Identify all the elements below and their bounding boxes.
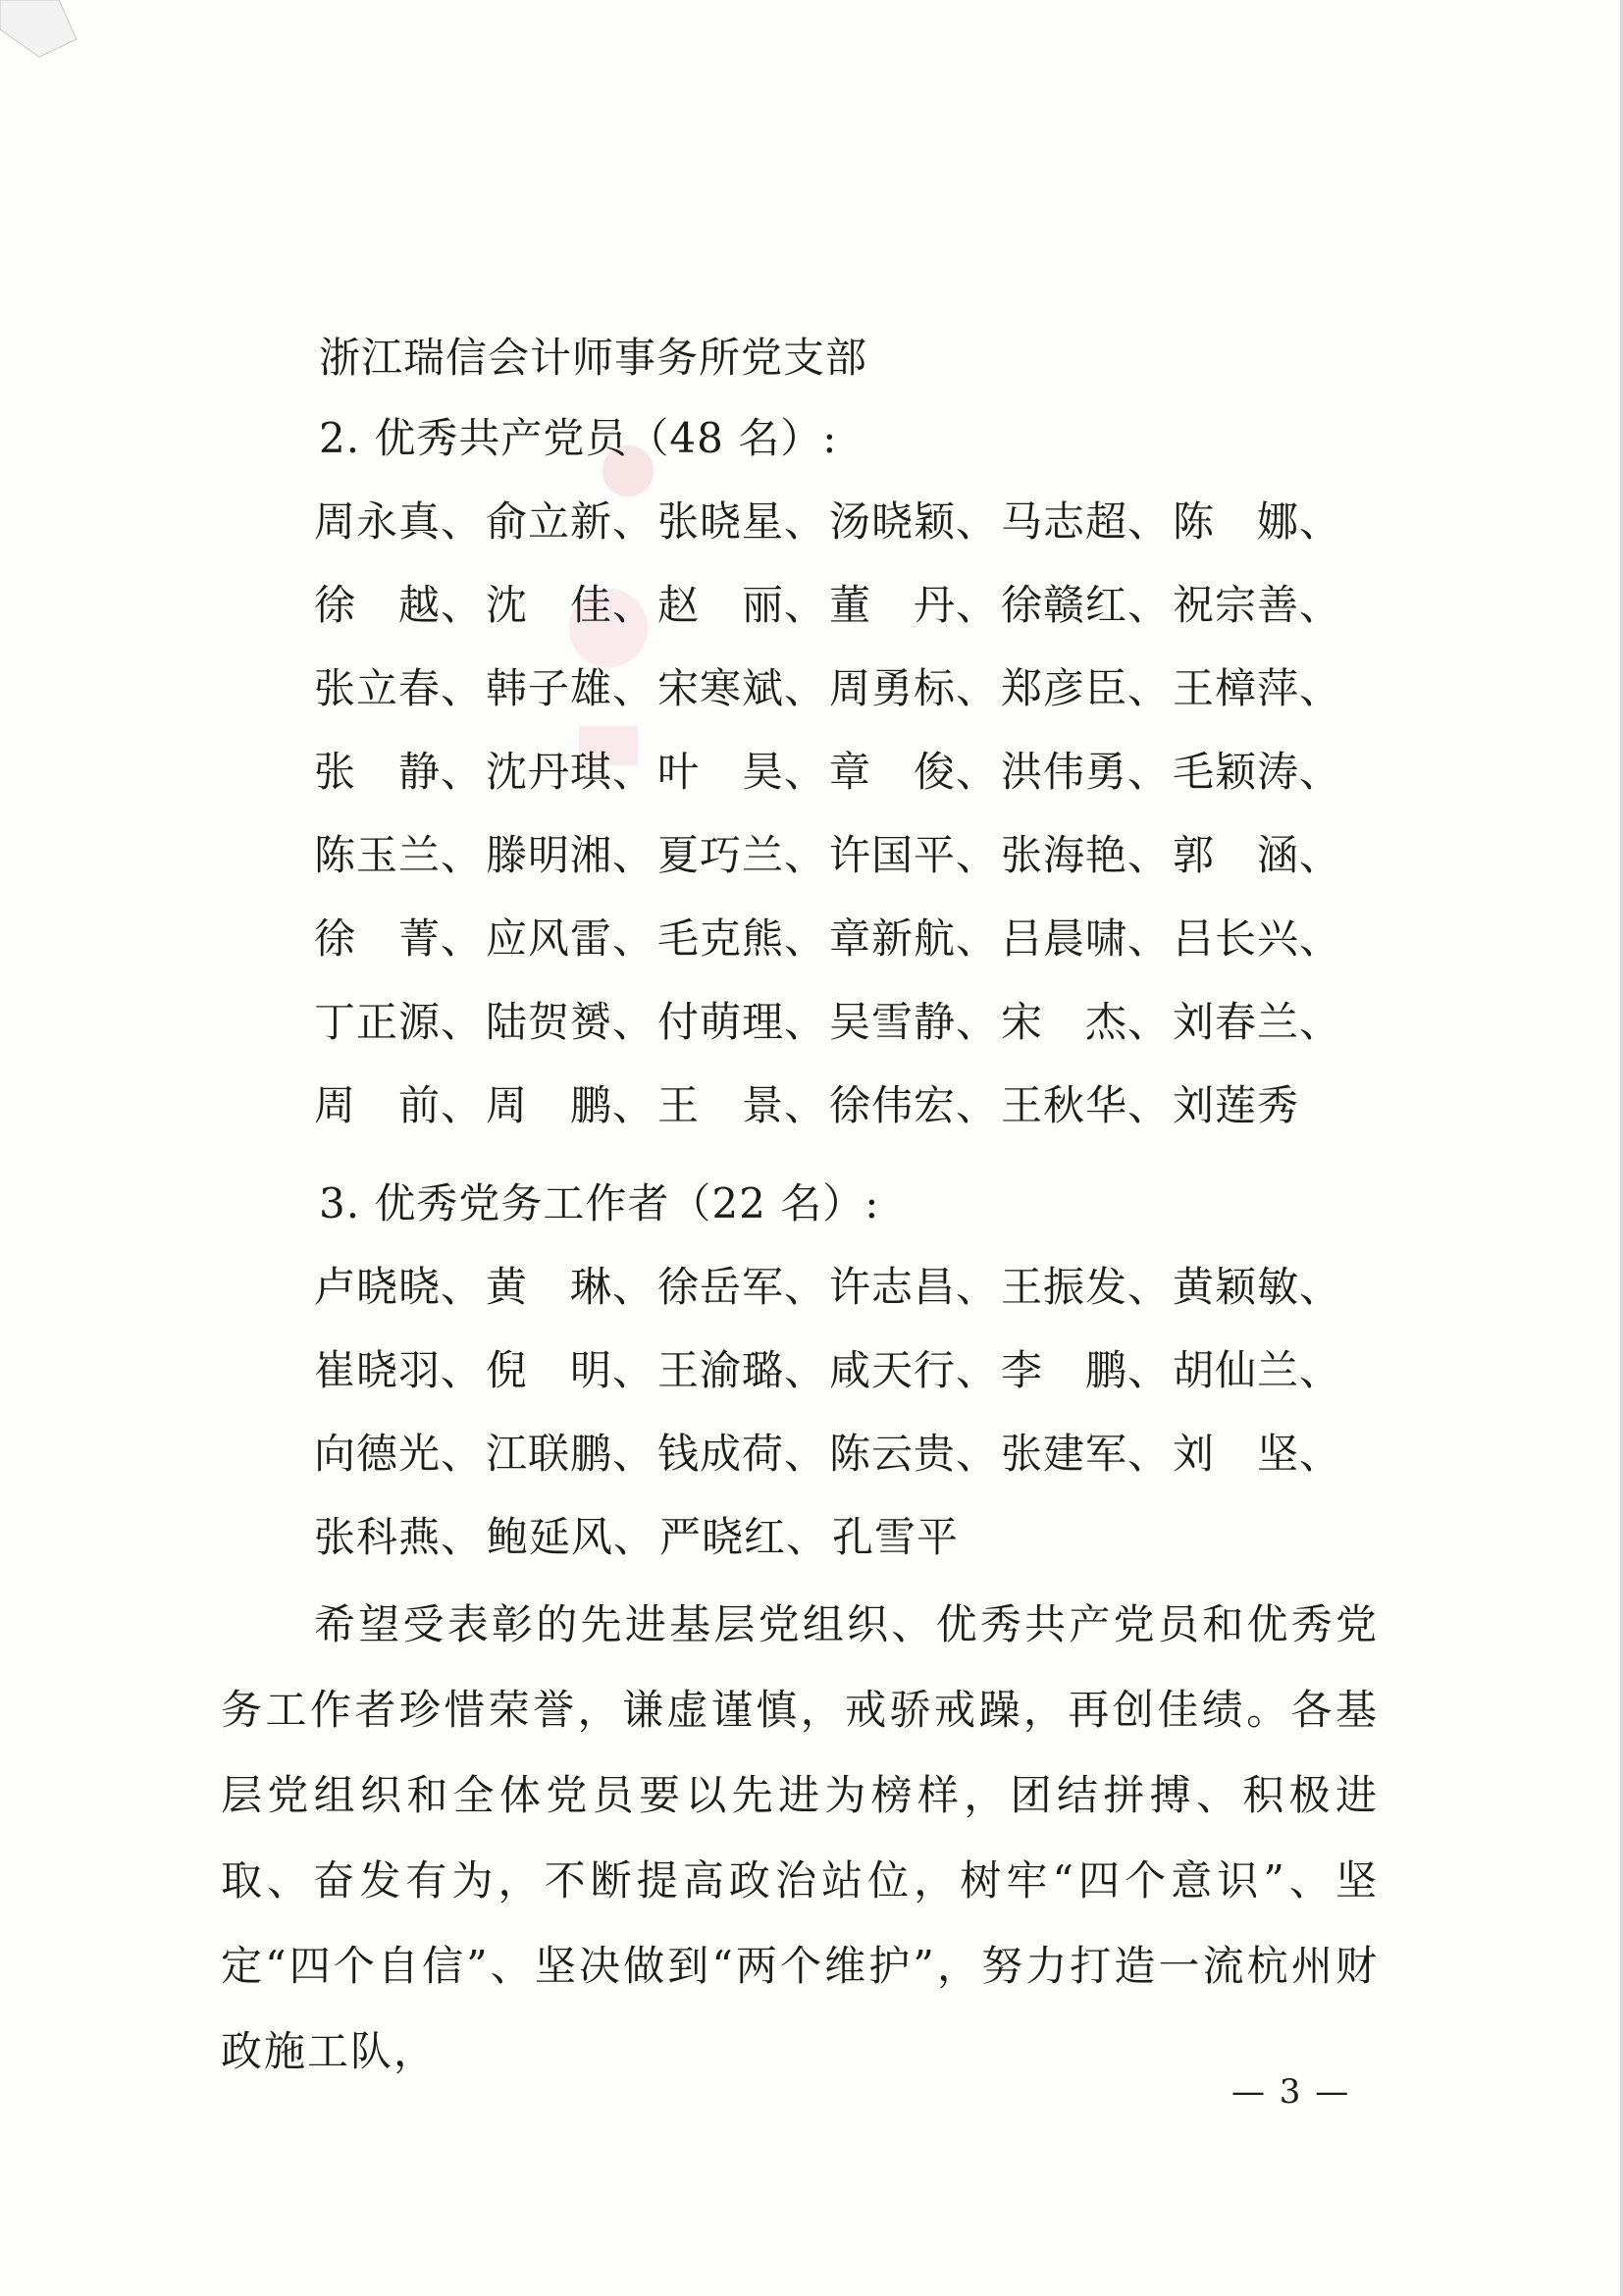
- honoree-name: 付萌理、: [657, 998, 827, 1046]
- honoree-name: 吕长兴、: [1173, 914, 1342, 963]
- page-number: — 3 —: [1231, 2072, 1351, 2112]
- honoree-name: 刘 坚、: [1173, 1430, 1342, 1478]
- honoree-name: 张立春、: [314, 664, 484, 712]
- section-2-names-row: [314, 497, 1344, 547]
- honoree-name: 孔雪平: [832, 1513, 960, 1561]
- honoree-name: 张科燕、: [314, 1513, 484, 1561]
- honoree-name: 向德光、: [314, 1430, 484, 1478]
- section-2-names-row: [314, 581, 1344, 630]
- section-3-names-row: [314, 1263, 1344, 1312]
- honoree-name: 陈 娜、: [1173, 497, 1342, 546]
- honoree-name: 滕明湘、: [486, 831, 655, 879]
- honoree-name: 马志超、: [1001, 497, 1171, 546]
- section-2-names-row: [314, 1081, 1344, 1130]
- honoree-name: 江联鹏、: [486, 1430, 655, 1478]
- honoree-name: 许国平、: [829, 831, 999, 879]
- honoree-name: 王振发、: [1001, 1263, 1171, 1311]
- honoree-name: 李 鹏、: [1001, 1346, 1171, 1394]
- honoree-name: 章新航、: [829, 914, 999, 963]
- honoree-name: 俞立新、: [486, 497, 655, 546]
- honoree-name: 王樟萍、: [1173, 664, 1342, 712]
- honoree-name: 王 景、: [657, 1081, 827, 1129]
- closing-paragraph: 希望受表彰的先进基层党组织、优秀共产党员和优秀党务工作者珍惜荣誉，谦虚谨慎，戒骄戒躁，再创佳绩。各基层党组织和全体党员要以先进为榜样，团结拼搏、积极进取、奋发有为，不断提高政治站位，树牢“四个意识”、坚定“四个自信”、坚决做到“两个维护”，努力打造一流杭州财政施工队，: [221, 1600, 1379, 2075]
- honoree-name: 咸天行、: [829, 1346, 999, 1394]
- section-2-names-row: [314, 664, 1344, 713]
- honoree-name: 沈丹琪、: [486, 748, 655, 796]
- honoree-name: 宋寒斌、: [657, 664, 827, 712]
- section-2-names-row: [314, 914, 1344, 964]
- honoree-name: 张海艳、: [1001, 831, 1171, 879]
- section-3-names-row: [314, 1513, 1344, 1562]
- honoree-name: 毛颖涛、: [1173, 748, 1342, 796]
- honoree-name: 张 静、: [314, 748, 484, 796]
- honoree-name: 黄 琳、: [486, 1263, 655, 1311]
- section-2-heading: 2. 优秀共产党员（48 名）:: [319, 414, 838, 462]
- honoree-name: 韩子雄、: [486, 664, 655, 712]
- honoree-name: 毛克熊、: [657, 914, 827, 963]
- honoree-name: 崔晓羽、: [314, 1346, 484, 1394]
- honoree-name: 周永真、: [314, 497, 484, 546]
- section-3-heading: 3. 优秀党务工作者（22 名）:: [319, 1179, 880, 1227]
- honoree-name: 胡仙兰、: [1173, 1346, 1342, 1394]
- section-2-names-row: [314, 998, 1344, 1047]
- honoree-name: 周 鹏、: [486, 1081, 655, 1129]
- organization-name: 浙江瑞信会计师事务所党支部: [319, 334, 868, 382]
- honoree-name: 汤晓颖、: [829, 497, 999, 546]
- section-2-names-row: [314, 748, 1344, 797]
- honoree-name: 董 丹、: [829, 581, 999, 629]
- honoree-name: 黄颖敏、: [1173, 1263, 1342, 1311]
- honoree-name: 陈玉兰、: [314, 831, 484, 879]
- honoree-name: 张建军、: [1001, 1430, 1171, 1478]
- honoree-name: 吴雪静、: [829, 998, 999, 1046]
- honoree-name: 卢晓晓、: [314, 1263, 484, 1311]
- honoree-name: 周勇标、: [829, 664, 999, 712]
- honoree-name: 倪 明、: [486, 1346, 655, 1394]
- honoree-name: 鲍延风、: [487, 1513, 656, 1561]
- honoree-name: 张晓星、: [657, 497, 827, 546]
- honoree-name: 应风雷、: [486, 914, 655, 963]
- honoree-name: 夏巧兰、: [657, 831, 827, 879]
- honoree-name: 陆贺赟、: [486, 998, 655, 1046]
- honoree-name: 周 前、: [314, 1081, 484, 1129]
- honoree-name: 郑彦臣、: [1001, 664, 1171, 712]
- honoree-name: 祝宗善、: [1173, 581, 1342, 629]
- honoree-name: 郭 涵、: [1173, 831, 1342, 879]
- honoree-name: 叶 昊、: [657, 748, 827, 796]
- honoree-name: 徐伟宏、: [829, 1081, 999, 1129]
- section-3-names-row: [314, 1430, 1344, 1479]
- honoree-name: 徐 越、: [314, 581, 484, 629]
- honoree-name: 钱成荷、: [657, 1430, 827, 1478]
- honoree-name: 王秋华、: [1001, 1081, 1171, 1129]
- honoree-name: 徐 菁、: [314, 914, 484, 963]
- section-2-names-row: [314, 831, 1344, 880]
- honoree-name: 赵 丽、: [657, 581, 827, 629]
- honoree-name: 洪伟勇、: [1001, 748, 1171, 796]
- honoree-name: 徐赣红、: [1001, 581, 1171, 629]
- honoree-name: 章 俊、: [829, 748, 999, 796]
- honoree-name: 宋 杰、: [1001, 998, 1171, 1046]
- honoree-name: 丁正源、: [314, 998, 484, 1046]
- honoree-name: 吕晨啸、: [1001, 914, 1171, 963]
- honoree-name: 徐岳军、: [657, 1263, 827, 1311]
- honoree-name: 刘莲秀: [1173, 1081, 1300, 1129]
- honoree-name: 严晓红、: [659, 1513, 829, 1561]
- honoree-name: 王渝璐、: [657, 1346, 827, 1394]
- honoree-name: 刘春兰、: [1173, 998, 1342, 1046]
- fold-mark-icon: [0, 0, 79, 59]
- honoree-name: 沈 佳、: [486, 581, 655, 629]
- honoree-name: 陈云贵、: [829, 1430, 999, 1478]
- section-3-names-row: [314, 1346, 1344, 1395]
- honoree-name: 许志昌、: [829, 1263, 999, 1311]
